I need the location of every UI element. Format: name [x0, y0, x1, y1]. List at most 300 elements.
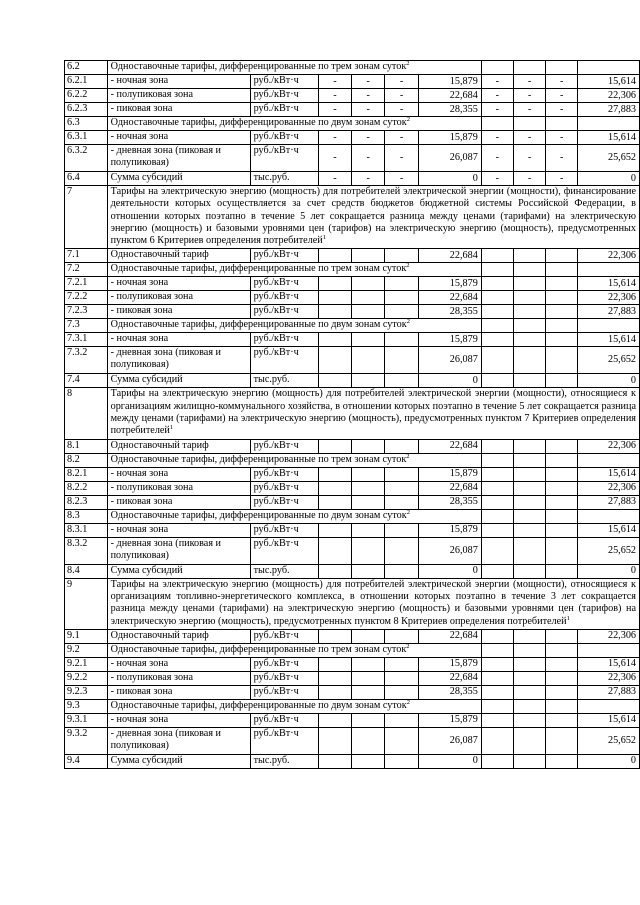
section-title [107, 509, 481, 523]
row-value-1: 22,684 [418, 249, 481, 263]
footnote-mark: 2 [406, 509, 410, 516]
row-col-1: - [318, 131, 351, 145]
row-value-1: 28,355 [418, 495, 481, 509]
row-unit: руб./кВт·ч [250, 291, 318, 305]
row-name: - полупиковая зона [107, 291, 250, 305]
row-col-7 [546, 523, 578, 537]
row-col-7 [546, 727, 578, 754]
table-row [65, 347, 640, 374]
footnote-mark: 2 [406, 318, 410, 326]
row-col-1 [318, 249, 351, 263]
row-value-2: 22,306 [578, 629, 640, 643]
row-col-7 [546, 671, 578, 685]
row-name: - ночная зона [107, 277, 250, 291]
row-col-7 [546, 685, 578, 699]
row-col-5: - [481, 131, 513, 145]
row-unit: руб./кВт·ч [250, 145, 318, 172]
row-code: 8.2.2 [65, 481, 108, 495]
row-unit: руб./кВт·ч [250, 249, 318, 263]
row-name: Одноставочный тариф [107, 249, 250, 263]
row-code: 9.1 [65, 629, 108, 643]
row-value-2 [578, 263, 640, 277]
table-row [65, 75, 640, 89]
row-value-2: 25,652 [578, 347, 640, 374]
row-col-5 [481, 713, 513, 727]
row-col-7 [546, 263, 578, 277]
row-col-6 [513, 495, 545, 509]
row-col-7 [546, 643, 578, 657]
group-description-text: Тарифы на электрическую энергию (мощность) для потребителей электрической энергии (мощности), финансирование деятельности которых осуществляется за счет средств бюджетов бюджетной системы Российской Федерации, в отношении которых поэтапно в течение 5 лет сокращается разница между ценами (тарифами) на электрическую энергию (мощность) и базовыми уровнями цен (тарифов) на электрическую энергию (мощность), предусмотренных пунктом 6 Критериев определения потребителей [110, 186, 636, 247]
row-col-6 [513, 291, 545, 305]
row-col-7: - [546, 103, 578, 117]
row-col-7 [546, 699, 578, 713]
row-code: 8.2.3 [65, 495, 108, 509]
section-title-row [65, 319, 640, 333]
row-col-7 [546, 467, 578, 481]
row-unit: руб./кВт·ч [250, 75, 318, 89]
row-col-2 [352, 305, 385, 319]
row-col-7: - [546, 75, 578, 89]
section-title-text: Одноставочные тарифы, дифференцированные по двум зонам суток [110, 699, 407, 711]
footnote-mark: 2 [406, 262, 410, 270]
row-col-7 [546, 249, 578, 263]
row-col-3 [385, 523, 418, 537]
row-unit: руб./кВт·ч [250, 537, 318, 564]
row-col-5 [481, 643, 513, 657]
row-name: Одноставочный тариф [107, 439, 250, 453]
row-col-6 [513, 754, 545, 768]
row-name: - ночная зона [107, 467, 250, 481]
row-value-1: 0 [418, 172, 481, 186]
row-value-2: 15,614 [578, 75, 640, 89]
row-col-2 [352, 657, 385, 671]
row-col-1 [318, 727, 351, 754]
row-col-7 [546, 657, 578, 671]
tariff-table [64, 60, 640, 769]
row-col-1: - [318, 75, 351, 89]
section-title-text: Одноставочные тарифы, дифференцированные по двум зонам суток [110, 319, 407, 331]
row-col-6 [513, 671, 545, 685]
footnote-mark: 2 [406, 643, 410, 650]
row-col-1 [318, 347, 351, 374]
row-col-3 [385, 249, 418, 263]
row-col-6 [513, 61, 545, 75]
row-value-2: 0 [578, 172, 640, 186]
row-col-2 [352, 249, 385, 263]
row-col-7 [546, 495, 578, 509]
row-col-6 [513, 263, 545, 277]
row-col-5 [481, 61, 513, 75]
row-col-5 [481, 453, 513, 467]
table-row [65, 564, 640, 578]
section-title-text: Одноставочные тарифы, дифференцированные по трем зонам суток [110, 61, 407, 72]
section-number: 8.3 [65, 509, 108, 523]
row-unit: тыс.руб. [250, 374, 318, 388]
row-value-1: 15,879 [418, 75, 481, 89]
row-code: 7.1 [65, 249, 108, 263]
row-col-3: - [385, 131, 418, 145]
row-value-2 [578, 643, 640, 657]
row-code: 6.3.2 [65, 145, 108, 172]
row-col-5 [481, 319, 513, 333]
row-name: Одноставочный тариф [107, 629, 250, 643]
row-unit: руб./кВт·ч [250, 713, 318, 727]
section-title-text: Одноставочные тарифы, дифференцированные по трем зонам суток [110, 263, 407, 275]
section-title-text: Одноставочные тарифы, дифференцированные по трем зонам суток [110, 643, 407, 655]
row-value-1: 22,684 [418, 481, 481, 495]
row-col-2 [352, 629, 385, 643]
table-row [65, 145, 640, 172]
row-col-1 [318, 481, 351, 495]
row-col-6 [513, 439, 545, 453]
row-name: - ночная зона [107, 713, 250, 727]
row-unit: руб./кВт·ч [250, 103, 318, 117]
table-row [65, 523, 640, 537]
row-col-7: - [546, 89, 578, 103]
row-col-5 [481, 509, 513, 523]
row-code: 8.1 [65, 439, 108, 453]
row-col-5: - [481, 145, 513, 172]
row-code: 6.2.2 [65, 89, 108, 103]
row-name: Сумма субсидий [107, 564, 250, 578]
footnote-mark: 2 [406, 60, 410, 67]
footnote-mark: 2 [406, 699, 410, 706]
row-col-2: - [352, 103, 385, 117]
row-col-6 [513, 277, 545, 291]
row-col-2 [352, 671, 385, 685]
row-col-7: - [546, 172, 578, 186]
row-col-5: - [481, 75, 513, 89]
row-col-5 [481, 523, 513, 537]
row-col-3 [385, 305, 418, 319]
section-title [107, 453, 481, 467]
row-col-6 [513, 629, 545, 643]
row-col-7 [546, 713, 578, 727]
row-unit: тыс.руб. [250, 754, 318, 768]
section-number: 9.3 [65, 699, 108, 713]
group-description-text: Тарифы на электрическую энергию (мощность) для потребителей электрической энергии (мощности), относящиеся к организациям топливно-энергетического комплекса, в отношении которых поэтапно в течение 3 лет сокращается разница между ценами (тарифами) на электрическую энергию (мощность) и базовыми уровнями цен (тарифов) на электрическую энергию (мощность), предусмотренных пунктом 8 Критериев определения потребителей [110, 578, 636, 627]
row-code: 7.2.2 [65, 291, 108, 305]
section-title-text: Одноставочные тарифы, дифференцированные по двум зонам суток [110, 509, 407, 521]
row-value-1: 26,087 [418, 145, 481, 172]
row-value-1: 26,087 [418, 347, 481, 374]
row-col-2 [352, 713, 385, 727]
row-code: 9.2.2 [65, 671, 108, 685]
row-col-6 [513, 509, 545, 523]
row-col-3 [385, 713, 418, 727]
row-name: - ночная зона [107, 333, 250, 347]
row-value-2 [578, 117, 640, 131]
row-col-1 [318, 305, 351, 319]
row-col-6 [513, 537, 545, 564]
row-col-6 [513, 685, 545, 699]
row-col-3: - [385, 145, 418, 172]
row-unit: руб./кВт·ч [250, 657, 318, 671]
row-value-2: 27,883 [578, 305, 640, 319]
group-description-text: Тарифы на электрическую энергию (мощность) для потребителей электрической энергии (мощности), относящиеся к организациям жилищно-коммунального хозяйства, в отношении которых поэтапно в течение 5 лет сокращается разница между ценами (тарифами) на электрическую энергию (мощность), предусмотренных пунктом 7 Критериев определения потребителей [110, 388, 636, 437]
section-number: 6.2 [65, 61, 108, 75]
row-col-6 [513, 481, 545, 495]
row-col-6 [513, 249, 545, 263]
row-code: 6.4 [65, 172, 108, 186]
row-col-3 [385, 671, 418, 685]
group-header-row [65, 186, 640, 249]
row-col-6: - [513, 103, 545, 117]
row-name: - дневная зона (пиковая и полупиковая) [107, 727, 250, 754]
row-col-6 [513, 319, 545, 333]
row-value-1: 0 [418, 754, 481, 768]
row-col-6 [513, 305, 545, 319]
row-col-2 [352, 495, 385, 509]
row-col-1 [318, 291, 351, 305]
row-value-2 [578, 61, 640, 75]
row-col-3 [385, 291, 418, 305]
row-col-1 [318, 629, 351, 643]
row-col-3 [385, 467, 418, 481]
row-value-2 [578, 453, 640, 467]
row-col-1: - [318, 172, 351, 186]
row-name: - дневная зона (пиковая и полупиковая) [107, 537, 250, 564]
row-col-2 [352, 481, 385, 495]
section-title [107, 117, 481, 131]
row-col-5 [481, 699, 513, 713]
row-name: - ночная зона [107, 75, 250, 89]
row-value-2: 15,614 [578, 333, 640, 347]
row-value-2 [578, 509, 640, 523]
section-title [107, 61, 481, 75]
row-col-2 [352, 537, 385, 564]
row-value-2: 22,306 [578, 249, 640, 263]
row-col-6 [513, 374, 545, 388]
table-row [65, 495, 640, 509]
row-value-2: 0 [578, 564, 640, 578]
row-col-6: - [513, 145, 545, 172]
row-col-7 [546, 754, 578, 768]
section-title-text: Одноставочные тарифы, дифференцированные по трем зонам суток [110, 453, 407, 465]
row-col-3 [385, 481, 418, 495]
row-col-5 [481, 657, 513, 671]
row-col-5 [481, 291, 513, 305]
row-col-7 [546, 453, 578, 467]
table-row [65, 277, 640, 291]
table-row [65, 103, 640, 117]
table-row [65, 249, 640, 263]
group-number: 9 [65, 578, 108, 629]
row-col-5 [481, 537, 513, 564]
row-col-6: - [513, 89, 545, 103]
row-value-2: 22,306 [578, 89, 640, 103]
row-col-2 [352, 439, 385, 453]
row-col-6 [513, 467, 545, 481]
row-col-5: - [481, 89, 513, 103]
row-col-7 [546, 319, 578, 333]
row-col-6 [513, 333, 545, 347]
row-col-7 [546, 117, 578, 131]
row-col-2: - [352, 89, 385, 103]
row-value-2: 15,614 [578, 131, 640, 145]
row-col-3: - [385, 103, 418, 117]
row-col-5: - [481, 103, 513, 117]
table-row [65, 439, 640, 453]
row-col-6 [513, 643, 545, 657]
row-col-2 [352, 277, 385, 291]
row-col-5 [481, 671, 513, 685]
row-col-7 [546, 333, 578, 347]
row-name: Сумма субсидий [107, 754, 250, 768]
row-name: Сумма субсидий [107, 374, 250, 388]
row-col-5 [481, 564, 513, 578]
row-col-1 [318, 333, 351, 347]
footnote-mark: 1 [169, 424, 174, 432]
row-col-7 [546, 61, 578, 75]
row-value-2: 22,306 [578, 481, 640, 495]
table-row [65, 629, 640, 643]
row-col-5 [481, 374, 513, 388]
row-value-1: 15,879 [418, 467, 481, 481]
row-value-2: 27,883 [578, 103, 640, 117]
row-value-2: 25,652 [578, 727, 640, 754]
row-col-6: - [513, 75, 545, 89]
row-value-2: 0 [578, 374, 640, 388]
row-value-1: 26,087 [418, 537, 481, 564]
row-code: 7.3.1 [65, 333, 108, 347]
row-value-1: 26,087 [418, 727, 481, 754]
table-row [65, 89, 640, 103]
row-value-2: 22,306 [578, 291, 640, 305]
row-unit: руб./кВт·ч [250, 277, 318, 291]
row-value-1: 15,879 [418, 277, 481, 291]
section-number: 7.2 [65, 263, 108, 277]
row-col-1 [318, 657, 351, 671]
row-col-5 [481, 629, 513, 643]
section-title-text: Одноставочные тарифы, дифференцированные по двум зонам суток [110, 117, 407, 128]
table-row [65, 657, 640, 671]
row-col-1 [318, 754, 351, 768]
section-number: 8.2 [65, 453, 108, 467]
row-unit: руб./кВт·ч [250, 671, 318, 685]
row-unit: руб./кВт·ч [250, 131, 318, 145]
row-col-5 [481, 754, 513, 768]
row-name: - пиковая зона [107, 495, 250, 509]
row-unit: руб./кВт·ч [250, 685, 318, 699]
row-value-1: 28,355 [418, 305, 481, 319]
row-value-1: 28,355 [418, 103, 481, 117]
row-name: - дневная зона (пиковая и полупиковая) [107, 145, 250, 172]
row-col-6: - [513, 172, 545, 186]
row-value-1: 15,879 [418, 523, 481, 537]
row-code: 7.3.2 [65, 347, 108, 374]
row-code: 8.4 [65, 564, 108, 578]
row-col-1 [318, 685, 351, 699]
row-name: - дневная зона (пиковая и полупиковая) [107, 347, 250, 374]
row-name: Сумма субсидий [107, 172, 250, 186]
row-col-1 [318, 467, 351, 481]
row-value-2: 15,614 [578, 713, 640, 727]
row-col-5 [481, 685, 513, 699]
table-row [65, 727, 640, 754]
row-col-5 [481, 481, 513, 495]
row-col-7 [546, 277, 578, 291]
section-title-row [65, 699, 640, 713]
section-title-row [65, 263, 640, 277]
row-col-2: - [352, 172, 385, 186]
row-code: 9.3.1 [65, 713, 108, 727]
row-col-3 [385, 495, 418, 509]
row-value-1: 15,879 [418, 333, 481, 347]
row-col-7 [546, 629, 578, 643]
group-description [107, 388, 639, 439]
row-value-2: 25,652 [578, 537, 640, 564]
row-col-3 [385, 374, 418, 388]
row-name: - ночная зона [107, 131, 250, 145]
row-col-1: - [318, 103, 351, 117]
row-code: 6.3.1 [65, 131, 108, 145]
row-col-3 [385, 347, 418, 374]
row-col-1 [318, 277, 351, 291]
row-unit: руб./кВт·ч [250, 347, 318, 374]
row-col-7: - [546, 131, 578, 145]
row-value-1: 15,879 [418, 657, 481, 671]
row-value-1: 22,684 [418, 629, 481, 643]
row-value-2 [578, 319, 640, 333]
row-col-1 [318, 564, 351, 578]
section-title-row [65, 643, 640, 657]
row-col-1 [318, 523, 351, 537]
group-header-row [65, 388, 640, 439]
row-col-1: - [318, 89, 351, 103]
row-col-6 [513, 117, 545, 131]
row-code: 6.2.1 [65, 75, 108, 89]
row-col-7 [546, 481, 578, 495]
row-name: - полупиковая зона [107, 89, 250, 103]
section-title-row [65, 61, 640, 75]
row-col-2 [352, 467, 385, 481]
row-unit: руб./кВт·ч [250, 333, 318, 347]
row-value-2: 15,614 [578, 277, 640, 291]
section-title [107, 643, 481, 657]
row-col-5 [481, 263, 513, 277]
row-col-1 [318, 671, 351, 685]
row-value-2 [578, 699, 640, 713]
row-col-5 [481, 117, 513, 131]
group-number: 8 [65, 388, 108, 439]
row-value-2: 22,306 [578, 671, 640, 685]
row-col-1: - [318, 145, 351, 172]
group-header-row [65, 578, 640, 629]
row-name: - ночная зона [107, 657, 250, 671]
row-col-7 [546, 374, 578, 388]
section-number: 7.3 [65, 319, 108, 333]
row-col-2 [352, 754, 385, 768]
row-col-2 [352, 727, 385, 754]
section-title-row [65, 453, 640, 467]
row-col-7 [546, 347, 578, 374]
row-col-3 [385, 439, 418, 453]
row-col-7 [546, 509, 578, 523]
row-unit: руб./кВт·ч [250, 439, 318, 453]
row-value-1: 0 [418, 374, 481, 388]
row-col-3 [385, 277, 418, 291]
row-col-1 [318, 537, 351, 564]
table-row [65, 374, 640, 388]
row-col-6: - [513, 131, 545, 145]
footnote-mark: 2 [406, 116, 410, 123]
row-value-1: 15,879 [418, 131, 481, 145]
row-unit: тыс.руб. [250, 172, 318, 186]
row-code: 7.2.1 [65, 277, 108, 291]
row-value-1: 0 [418, 564, 481, 578]
group-description [107, 186, 639, 249]
